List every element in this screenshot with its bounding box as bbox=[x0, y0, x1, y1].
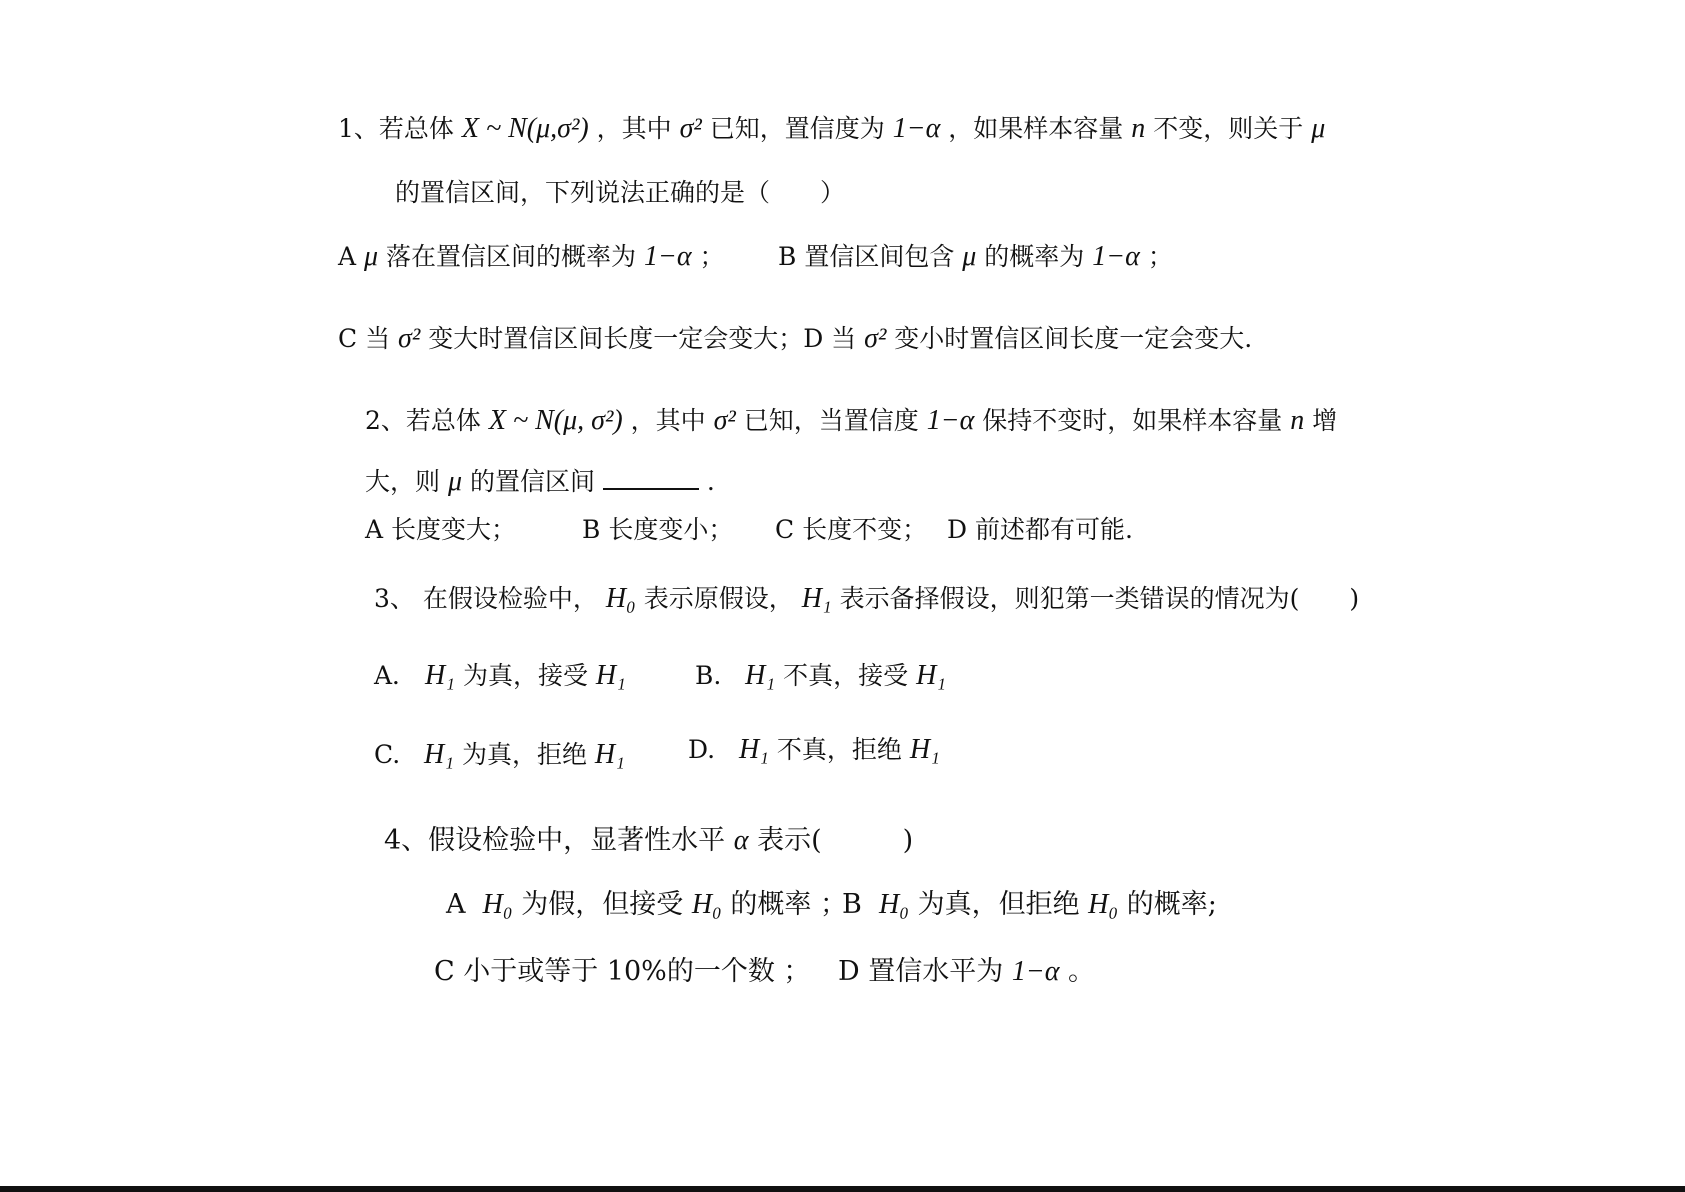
q2-mid3: 保持不变时，如果样本容量 bbox=[982, 406, 1283, 435]
q1-opt-b-text: 的概率为 bbox=[984, 242, 1085, 271]
q3-opt-a-text: 为真，接受 bbox=[462, 661, 588, 690]
q2-mid2: 已知，当置信度 bbox=[743, 406, 919, 435]
q3-h0: H₀ bbox=[605, 583, 636, 614]
q2-prefix: 2、若总体 bbox=[365, 406, 481, 435]
q1-opt-a-end: ； bbox=[699, 242, 725, 271]
q1-distribution: X ~ N(μ,σ²) bbox=[461, 113, 589, 144]
q1-opt-c-prefix: C 当 bbox=[338, 324, 391, 353]
q4-prefix: 4、假设检验中，显著性水平 bbox=[384, 825, 726, 856]
q1-option-b bbox=[778, 240, 1173, 274]
q3-opt-b-label: B. bbox=[695, 661, 722, 690]
q2-confidence: 1−α bbox=[926, 405, 975, 436]
q3-opt-d-label: D. bbox=[688, 735, 716, 764]
q3-opt-a-h2: H₁ bbox=[595, 660, 626, 691]
q3-opt-c-h: H₁ bbox=[424, 739, 454, 770]
q1-opt-b-conf: 1−α bbox=[1092, 241, 1140, 272]
q1-opt-a-conf: 1−α bbox=[644, 241, 692, 272]
q4-opt-b-h: H₀ bbox=[879, 889, 909, 920]
q3-mid1: 表示原假设， bbox=[643, 584, 794, 613]
q4-opt-a-h: H₀ bbox=[482, 889, 513, 920]
q3-opt-b-text: 不真，接受 bbox=[783, 661, 909, 690]
q4-option-b bbox=[842, 888, 1217, 922]
q1-opt-a-label: A bbox=[338, 242, 357, 271]
q1-sigma2: σ² bbox=[679, 113, 702, 144]
q3-option-b bbox=[695, 659, 946, 693]
q3-h1: H₁ bbox=[801, 583, 832, 614]
q2-option-b bbox=[582, 513, 733, 547]
q4-opt-d-end: 。 bbox=[1068, 956, 1096, 987]
q2-opt-b-text: B 长度变小； bbox=[582, 515, 734, 544]
q1-mid3: ，如果样本容量 bbox=[948, 114, 1124, 143]
q4-opt-c-text: C 小于或等于 10%的一个数 ； bbox=[434, 956, 811, 987]
q3-option-d bbox=[688, 733, 940, 767]
q3-opt-d-text: 不真，拒绝 bbox=[776, 735, 902, 764]
q1-mid2: 已知，置信度为 bbox=[709, 114, 885, 143]
q4-opt-b-end: 的概率; bbox=[1126, 889, 1217, 920]
q1-opt-b-mu: μ bbox=[962, 241, 977, 272]
q1-mid1: ，其中 bbox=[596, 114, 672, 143]
q2-line2-prefix: 大，则 bbox=[365, 467, 441, 496]
q3-opt-c-label: C. bbox=[374, 740, 401, 769]
q1-option-a bbox=[338, 240, 725, 274]
q1-prefix: 1、若总体 bbox=[338, 114, 454, 143]
answer-blank bbox=[603, 464, 699, 490]
q3-opt-c-text: 为真，拒绝 bbox=[461, 740, 587, 769]
q1-opt-a-text: 落在置信区间的概率为 bbox=[386, 242, 637, 271]
q1-opt-c-text: 变大时置信区间长度一定会变大；D 当 bbox=[428, 324, 857, 353]
q4-opt-d-prefix: D 置信水平为 bbox=[838, 956, 1004, 987]
q3-opt-b-h: H₁ bbox=[745, 660, 776, 691]
q4-opt-a-label: A bbox=[446, 889, 466, 920]
q4-opt-a-end: 的概率 ； bbox=[730, 889, 847, 920]
q1-opt-a-mu: μ bbox=[364, 241, 379, 272]
q4-opt-b-h2: H₀ bbox=[1088, 889, 1119, 920]
bottom-border bbox=[0, 1186, 1685, 1192]
q2-line1 bbox=[365, 404, 1337, 438]
q4-option-d bbox=[838, 955, 1095, 989]
q2-line2-end: . bbox=[706, 467, 715, 496]
q4-alpha: α bbox=[733, 825, 749, 856]
q2-opt-c-text: C 长度不变； bbox=[775, 515, 928, 544]
q2-distribution: X ~ N(μ, σ²) bbox=[488, 405, 623, 436]
q2-mid1: ，其中 bbox=[630, 406, 706, 435]
q4-end: 表示( ) bbox=[757, 825, 914, 856]
q1-opt-d-sigma: σ² bbox=[864, 323, 887, 354]
q4-line1 bbox=[384, 824, 913, 858]
q4-option-a bbox=[446, 888, 847, 922]
q2-opt-a-text: A 长度变大； bbox=[365, 515, 517, 544]
q1-opt-c-sigma: σ² bbox=[398, 323, 421, 354]
q2-mu: μ bbox=[447, 466, 463, 497]
q3-opt-d-h2: H₁ bbox=[909, 734, 940, 765]
q2-option-d bbox=[947, 513, 1133, 547]
q2-end: 增 bbox=[1312, 406, 1338, 435]
q3-option-a bbox=[374, 659, 626, 693]
q2-n: n bbox=[1290, 405, 1305, 436]
q3-opt-c-h2: H₁ bbox=[594, 739, 625, 770]
q1-line1 bbox=[338, 112, 1325, 146]
q1-opt-b-prefix: B 置信区间包含 bbox=[778, 242, 955, 271]
q2-line2 bbox=[365, 464, 715, 499]
q1-mu: μ bbox=[1311, 113, 1326, 144]
q4-opt-a-text: 为假，但接受 bbox=[521, 889, 684, 920]
q4-opt-a-h2: H₀ bbox=[691, 889, 722, 920]
q1-mid4: 不变，则关于 bbox=[1153, 114, 1304, 143]
q2-opt-d-text: D 前述都有可能. bbox=[947, 515, 1133, 544]
q3-opt-a-h: H₁ bbox=[425, 660, 455, 691]
q3-opt-b-h2: H₁ bbox=[916, 660, 947, 691]
q1-option-cd bbox=[338, 322, 1252, 356]
q2-line2-text: 的置信区间 bbox=[469, 467, 595, 496]
q2-sigma2: σ² bbox=[713, 405, 736, 436]
q1-confidence: 1−α bbox=[892, 113, 941, 144]
q4-opt-b-label: B bbox=[842, 889, 862, 920]
q4-opt-b-text: 为真，但拒绝 bbox=[917, 889, 1080, 920]
q3-line1 bbox=[374, 582, 1359, 616]
q1-opt-d-text: 变小时置信区间长度一定会变大. bbox=[894, 324, 1253, 353]
q3-prefix: 3、 在假设检验中， bbox=[374, 584, 598, 613]
q1-line2 bbox=[395, 176, 845, 210]
q1-opt-b-end: ； bbox=[1147, 242, 1173, 271]
q1-n: n bbox=[1131, 113, 1146, 144]
q2-option-a bbox=[365, 513, 516, 547]
q4-option-c bbox=[434, 955, 810, 989]
q3-opt-a-label: A． bbox=[374, 661, 418, 690]
q3-opt-d-h: H₁ bbox=[738, 734, 769, 765]
q3-option-c bbox=[374, 738, 625, 772]
q2-option-c bbox=[775, 513, 927, 547]
q4-opt-d-conf: 1−α bbox=[1011, 956, 1060, 987]
q3-mid2: 表示备择假设，则犯第一类错误的情况为( ) bbox=[839, 584, 1360, 613]
q1-line2-text: 的置信区间，下列说法正确的是（ ） bbox=[395, 178, 846, 207]
